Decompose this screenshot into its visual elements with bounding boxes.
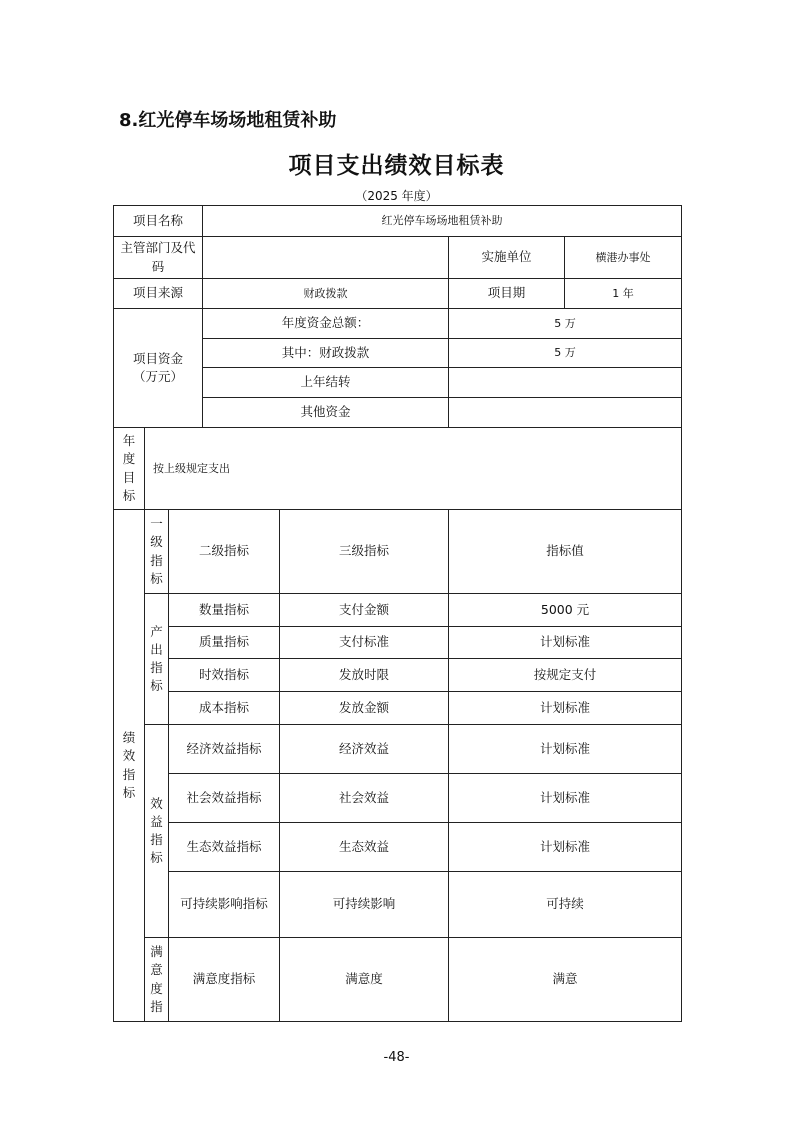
level3-cell: 生态效益: [280, 823, 449, 872]
impl-unit-label: 实施单位: [449, 237, 565, 279]
performance-goal-table: [113, 205, 682, 1022]
level1-benefit: 效益指标: [145, 725, 169, 938]
level3-cell: 发放时限: [280, 659, 449, 692]
level2-cell: 满意度指标: [169, 938, 280, 1022]
level3-cell: 经济效益: [280, 725, 449, 774]
indicator-row: [114, 872, 682, 938]
indicator-row: [114, 659, 682, 692]
funds-label: 项目资金（万元）: [114, 309, 203, 428]
indicator-row: [114, 823, 682, 872]
level1-output: 产出指标: [145, 594, 169, 725]
section-heading: 8.红光停车场场地租赁补助: [119, 110, 337, 131]
source-label: 项目来源: [114, 279, 203, 309]
project-name-value: 红光停车场场地租赁补助: [203, 206, 682, 237]
row-department: [114, 237, 682, 279]
indicator-row: [114, 627, 682, 659]
value-cell: 计划标准: [449, 774, 682, 823]
period-value: 1 年: [565, 279, 682, 309]
level2-cell: 数量指标: [169, 594, 280, 627]
level1-header: 一级指标: [145, 510, 169, 594]
level2-cell: 质量指标: [169, 627, 280, 659]
indicator-row: [114, 692, 682, 725]
row-project-name: [114, 206, 682, 237]
level3-header: 三级指标: [280, 510, 449, 594]
level3-cell: 发放金额: [280, 692, 449, 725]
indicators-section-label: 绩效指标: [114, 510, 145, 1022]
level2-cell: 生态效益指标: [169, 823, 280, 872]
level1-satisfaction: 满意度指: [145, 938, 169, 1022]
value-cell: 计划标准: [449, 627, 682, 659]
table-title: 项目支出绩效目标表: [288, 153, 505, 179]
value-cell: 计划标准: [449, 823, 682, 872]
value-cell: 计划标准: [449, 692, 682, 725]
year-label: （2025 年度）: [355, 189, 438, 203]
value-header: 指标值: [449, 510, 682, 594]
annual-goal-label: 年度目标: [114, 428, 145, 510]
level3-cell: 社会效益: [280, 774, 449, 823]
row-annual-goal: [114, 428, 682, 510]
indicator-row: [114, 774, 682, 823]
page-number: -48-: [383, 1050, 410, 1065]
period-label: 项目期: [449, 279, 565, 309]
funds-carry-value: [449, 368, 682, 398]
funds-total-label: 年度资金总额：: [203, 309, 449, 339]
indicator-row: [114, 594, 682, 627]
indicator-row: [114, 938, 682, 1022]
level2-header: 二级指标: [169, 510, 280, 594]
indicator-header-row: [114, 510, 682, 594]
dept-label: 主管部门及代码: [114, 237, 203, 279]
funds-fiscal-label: 其中：财政拨款: [203, 339, 449, 368]
value-cell: 计划标准: [449, 725, 682, 774]
level3-cell: 可持续影响: [280, 872, 449, 938]
level3-cell: 支付金额: [280, 594, 449, 627]
level3-cell: 满意度: [280, 938, 449, 1022]
funds-fiscal-value: 5 万: [449, 339, 682, 368]
level2-cell: 社会效益指标: [169, 774, 280, 823]
impl-unit-value: 横港办事处: [565, 237, 682, 279]
annual-goal-value: 按上级规定支出: [145, 428, 682, 510]
row-funds-total: [114, 309, 682, 339]
value-cell: 可持续: [449, 872, 682, 938]
row-source: [114, 279, 682, 309]
level2-cell: 时效指标: [169, 659, 280, 692]
level2-cell: 经济效益指标: [169, 725, 280, 774]
funds-other-label: 其他资金: [203, 398, 449, 428]
source-value: 财政拨款: [203, 279, 449, 309]
project-name-label: 项目名称: [114, 206, 203, 237]
funds-carry-label: 上年结转: [203, 368, 449, 398]
level2-cell: 可持续影响指标: [169, 872, 280, 938]
level3-cell: 支付标准: [280, 627, 449, 659]
value-cell: 5000 元: [449, 594, 682, 627]
indicator-row: [114, 725, 682, 774]
funds-total-value: 5 万: [449, 309, 682, 339]
value-cell: 按规定支付: [449, 659, 682, 692]
funds-other-value: [449, 398, 682, 428]
dept-value: [203, 237, 449, 279]
level2-cell: 成本指标: [169, 692, 280, 725]
value-cell: 满意: [449, 938, 682, 1022]
